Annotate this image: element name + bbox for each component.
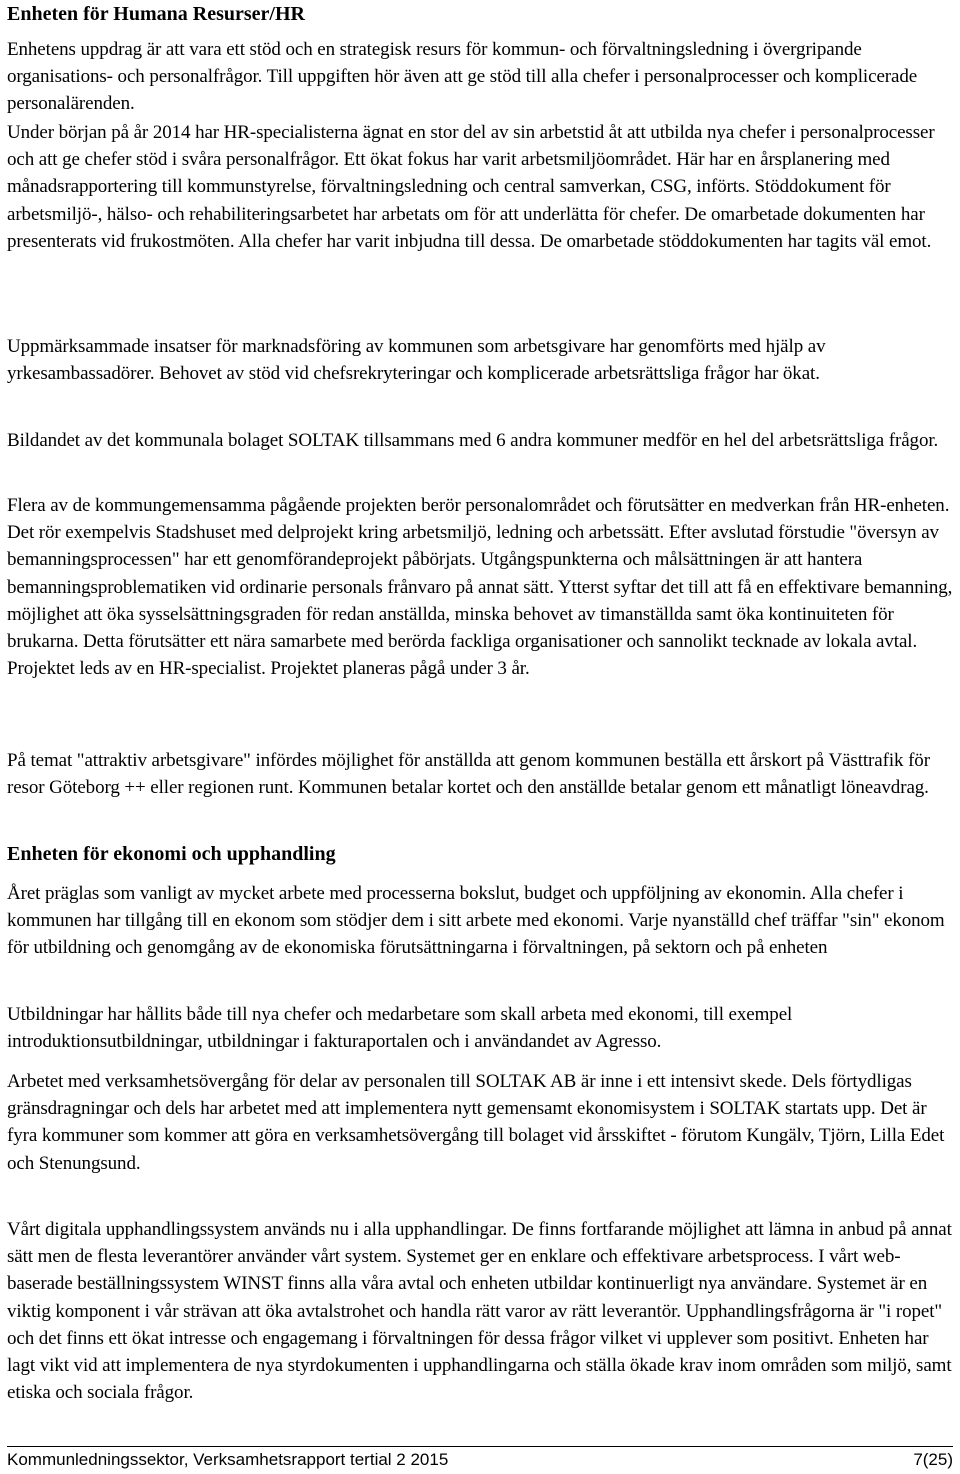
paragraph-ekonomi-2: Utbildningar har hållits både till nya chefer och medarbetare som skall arbeta med ekonomi, till exempel introduktionsutbildningar, utbildningar i fakturaportalen och i användandet av Agresso. — [7, 1004, 793, 1053]
paragraph-hr-3: Uppmärksammade insatser för marknadsföring av kommunen som arbetsgivare har genomförts med hjälp av yrkesambassadörer. Behovet av stöd vid chefsrekryteringar och komplicerade arbetsrättsliga frågor har ökat. — [7, 336, 826, 385]
paragraph-hr-1: Enhetens uppdrag är att vara ett stöd och en strategisk resurs för kommun- och förvaltningsledning i övergripande organisations- och personalfrågor. Till uppgiften hör även att ge stöd till alla chefer i personalprocesser och komplicerade personalärenden. — [7, 39, 918, 115]
section-heading-ekonomi: Enheten för ekonomi och upphandling — [7, 843, 336, 865]
paragraph-ekonomi-1: Året präglas som vanligt av mycket arbete med processerna bokslut, budget och uppföljning av ekonomin. Alla chefer i kommunen har tillgång till en ekonom som stödjer dem i sitt arbete med ekonomi. Varje nyanställd chef träffar "sin" ekonom för utbildning och genomgång av de ekonomiska förutsättningarna i förvaltningen, på sektorn och på enheten — [7, 883, 945, 959]
paragraph-ekonomi-4: Vårt digitala upphandlingssystem används nu i alla upphandlingar. De finns fortfarande möjlighet att lämna in anbud på annat sätt men de flesta leverantörer använder vårt system. Systemet ger en enklare och effektivare arbetsprocess. I vårt web-baserade beställningssystem WINST finns alla våra avtal och enheten utbildar kontinuerligt nya användare. Systemet är en viktig komponent i vår strävan att öka avtalstrohet och handla rätt varor av rätt leverantör. Upphandlingsfrågorna är "i ropet" och det finns ett ökat intresse och engagemang i förvaltningen för dessa frågor vilket vi upplever som positivt. Enheten har lagt vikt vid att implementera de nya styrdokumenten i upphandlingarna och ställa ökade krav inom områden som miljö, samt etiska och sociala frågor. — [7, 1219, 952, 1404]
footer-page-number: 7(25) — [913, 1450, 953, 1469]
paragraph-hr-2: Under början på år 2014 har HR-specialisterna ägnat en stor del av sin arbetstid åt att utbilda nya chefer i personalprocesser och att ge chefer stöd i svåra personalfrågor. Ett ökat fokus har varit arbetsmiljöområdet. Här har en årsplanering med månadsrapportering till kommunstyrelse, förvaltningsledning och central samverkan, CSG, införts. Stöddokument för arbetsmiljö-, hälso- och rehabiliteringsarbetet har arbetats om för att underlätta för chefer. De omarbetade dokumenten har presenterats vid frukostmöten. Alla chefer har varit inbjudna till dessa. De omarbetade stöddokumenten har tagits väl emot. — [7, 122, 935, 252]
section-heading-hr: Enheten för Humana Resurser/HR — [7, 3, 305, 25]
paragraph-hr-5: Flera av de kommungemensamma pågående projekten berör personalområdet och förutsätter en medverkan från HR-enheten. Det rör exempelvis Stadshuset med delprojekt kring arbetsmiljö, ledning och arbetssätt. Efter avslutad förstudie "översyn av bemanningsprocessen" har ett genomförandeprojekt påbörjats. Utgångspunkterna och målsättningen är att hantera bemanningsproblematiken vid ordinarie personals frånvaro på annat sätt. Ytterst syftar det till att få en effektivare bemanning, möjlighet att öka sysselsättningsgraden för redan anställda, minska behovet av timanställda samt öka kontinuiteten för brukarna. Detta förutsätter ett nära samarbete med berörda fackliga organisationer och sannolikt tecknade av lokala avtal. Projektet leds av en HR-specialist. Projektet planeras pågå under 3 år. — [7, 495, 953, 680]
paragraph-hr-6: På temat "attraktiv arbetsgivare" infördes möjlighet för anställda att genom kommunen beställa ett årskort på Västtrafik för resor Göteborg ++ eller regionen runt. Kommunen betalar kortet och den anställde betalar genom ett månatligt löneavdrag. — [7, 750, 930, 799]
page-footer — [7, 1446, 953, 1473]
footer-document-title: Kommunledningssektor, Verksamhetsrapport tertial 2 2015 — [7, 1450, 449, 1469]
paragraph-ekonomi-3: Arbetet med verksamhetsövergång för delar av personalen till SOLTAK AB är inne i ett intensivt skede. Dels förtydligas gränsdragningar och dels har arbetet med att implementera nytt gemensamt ekonomisystem i SOLTAK startats upp. Det är fyra kommuner som kommer att göra en verksamhetsövergång till bolaget vid årsskiftet - förutom Kungälv, Tjörn, Lilla Edet och Stenungsund. — [7, 1071, 945, 1174]
paragraph-hr-4: Bildandet av det kommunala bolaget SOLTAK tillsammans med 6 andra kommuner medför en hel del arbetsrättsliga frågor. — [7, 430, 939, 451]
